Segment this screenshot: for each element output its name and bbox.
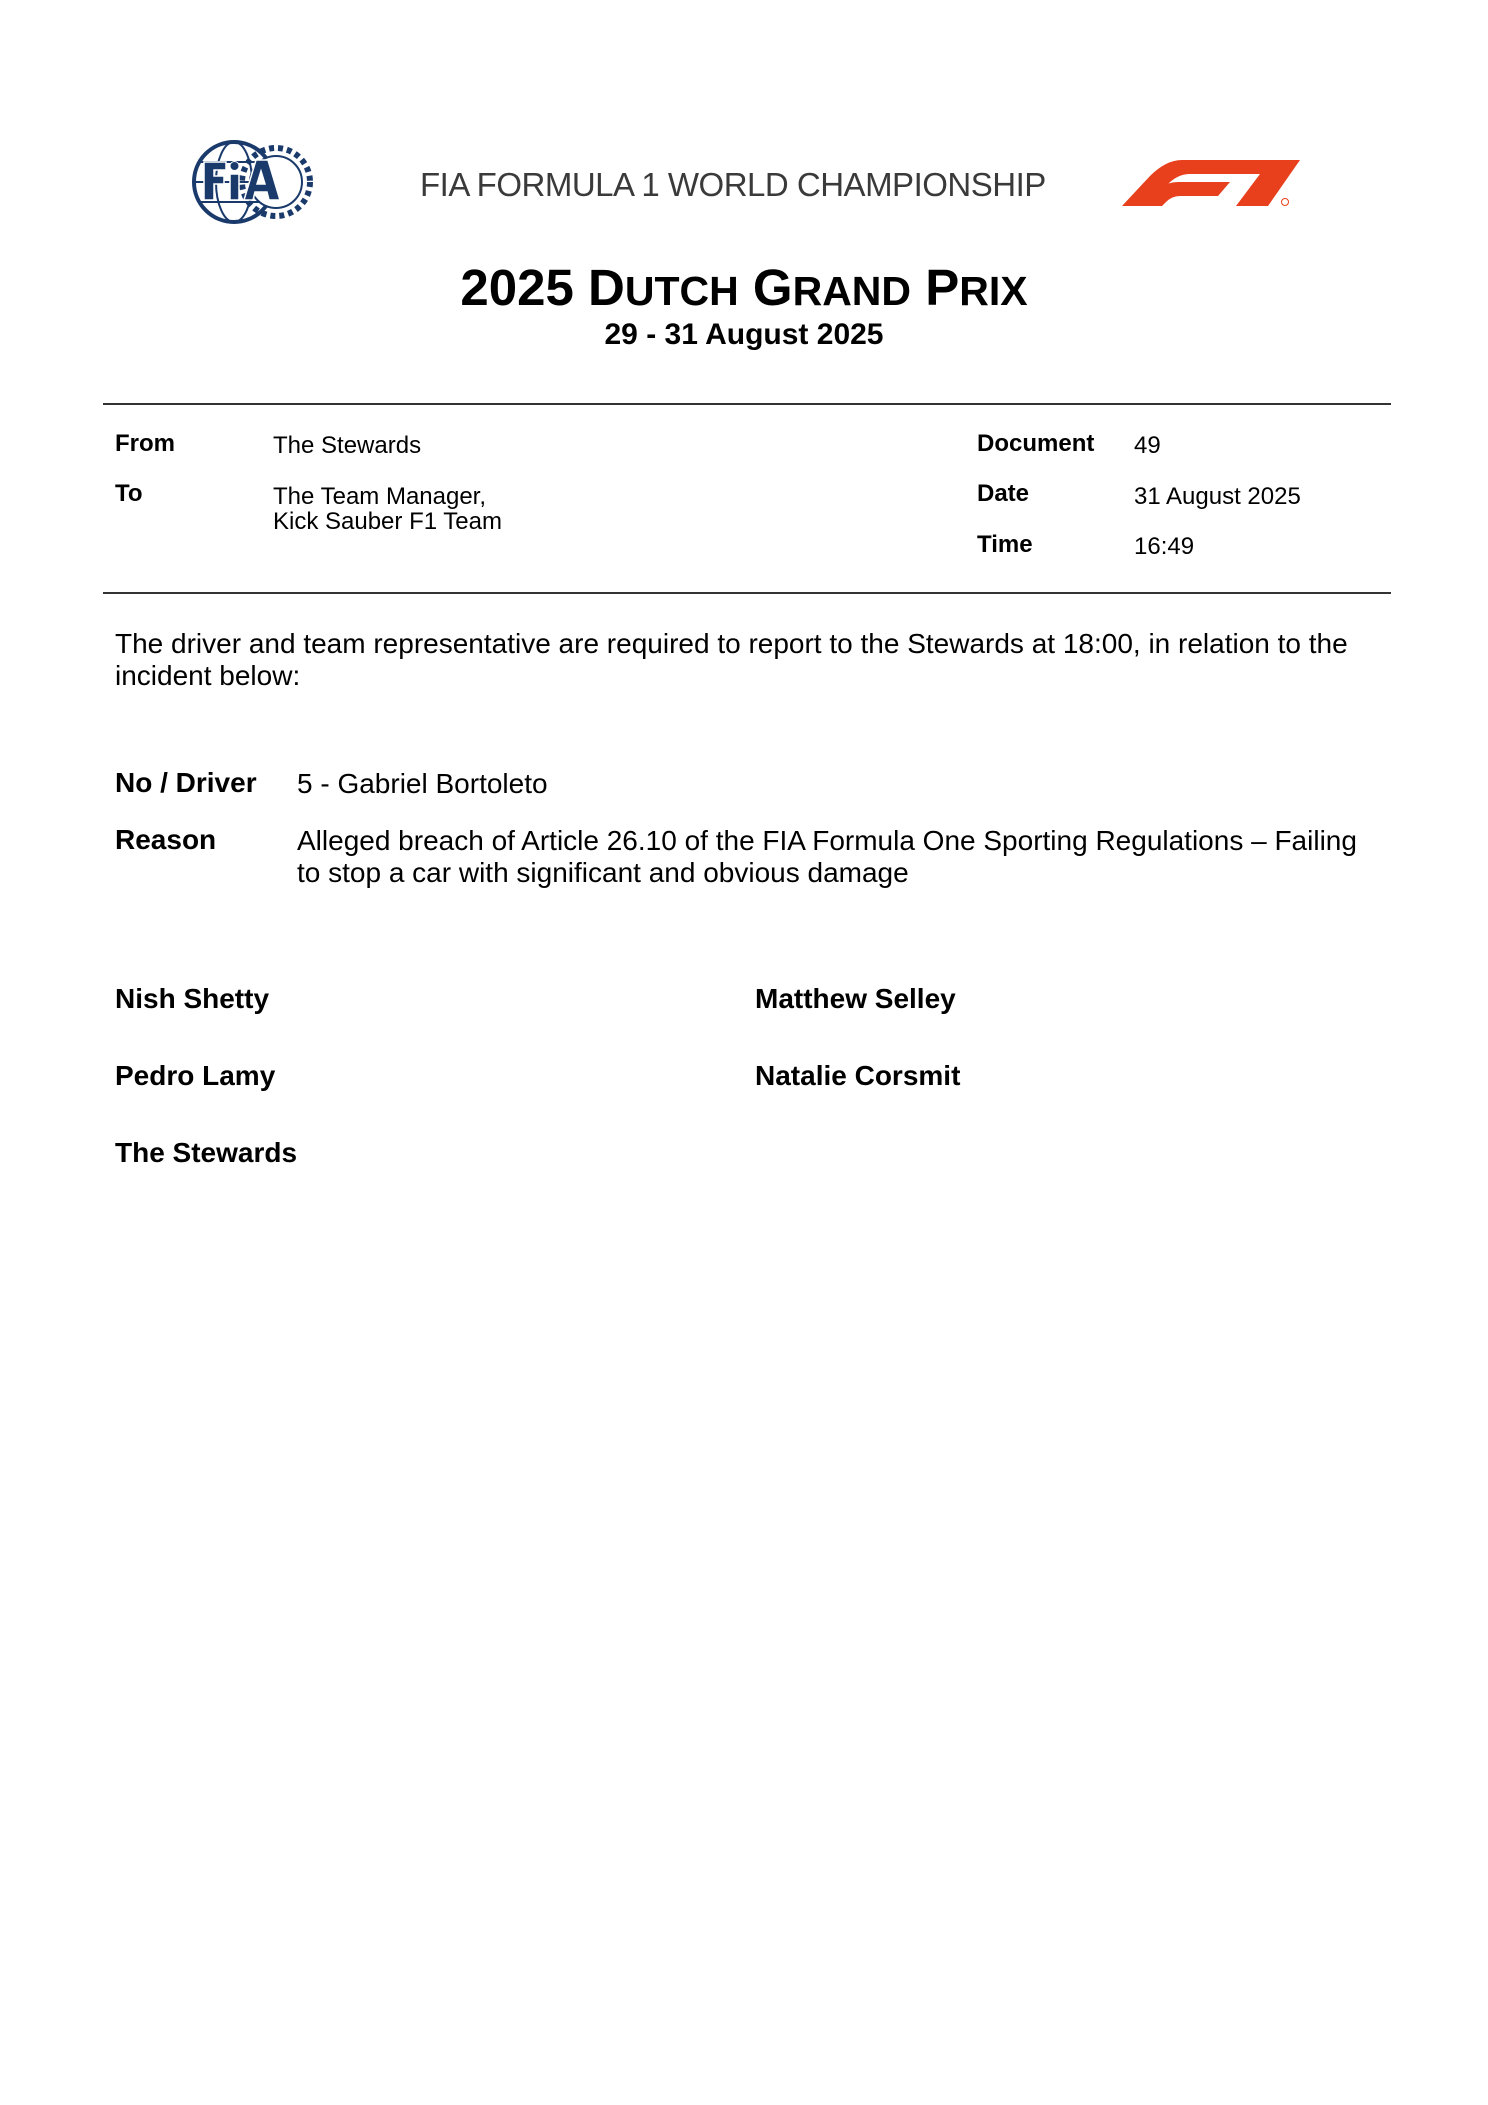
to-value-line1: The Team Manager, [273,483,487,510]
championship-title: FIA FORMULA 1 WORLD CHAMPIONSHIP [420,166,1046,203]
time-label: Time [977,531,1033,558]
driver-label: No / Driver [115,767,257,798]
divider-top [103,403,1391,405]
steward-name: Matthew Selley [755,983,956,1014]
stewards-signoff: The Stewards [115,1137,298,1168]
driver-value: 5 - Gabriel Bortoleto [297,768,548,799]
from-label: From [115,430,175,457]
divider-bottom [103,592,1391,594]
to-value-line2: Kick Sauber F1 Team [273,508,502,535]
date-label: Date [977,480,1030,507]
document-value: 49 [1134,432,1161,459]
fia-logo [190,138,316,226]
steward-name: Nish Shetty [115,983,270,1014]
reason-value: Alleged breach of Article 26.10 of the FIA Formula One Sporting Regulations – Failing to stop a car with significant and obvious damage [297,825,1357,888]
steward-name: Natalie Corsmit [755,1060,961,1091]
time-value: 16:49 [1134,533,1195,560]
f1-logo [1120,158,1300,208]
event-dates: 29 - 31 August 2025 [604,318,884,351]
event-title: 2025 DUTCH GRAND PRIX [460,259,1028,316]
steward-name: Pedro Lamy [115,1060,276,1091]
to-label: To [115,480,143,507]
from-value: The Stewards [273,432,422,459]
summons-text: The driver and team representative are required to report to the Stewards at 18:00, in relation to the incident below: [115,628,1348,691]
reason-label: Reason [115,824,217,855]
date-value: 31 August 2025 [1134,483,1301,510]
document-label: Document [977,430,1095,457]
